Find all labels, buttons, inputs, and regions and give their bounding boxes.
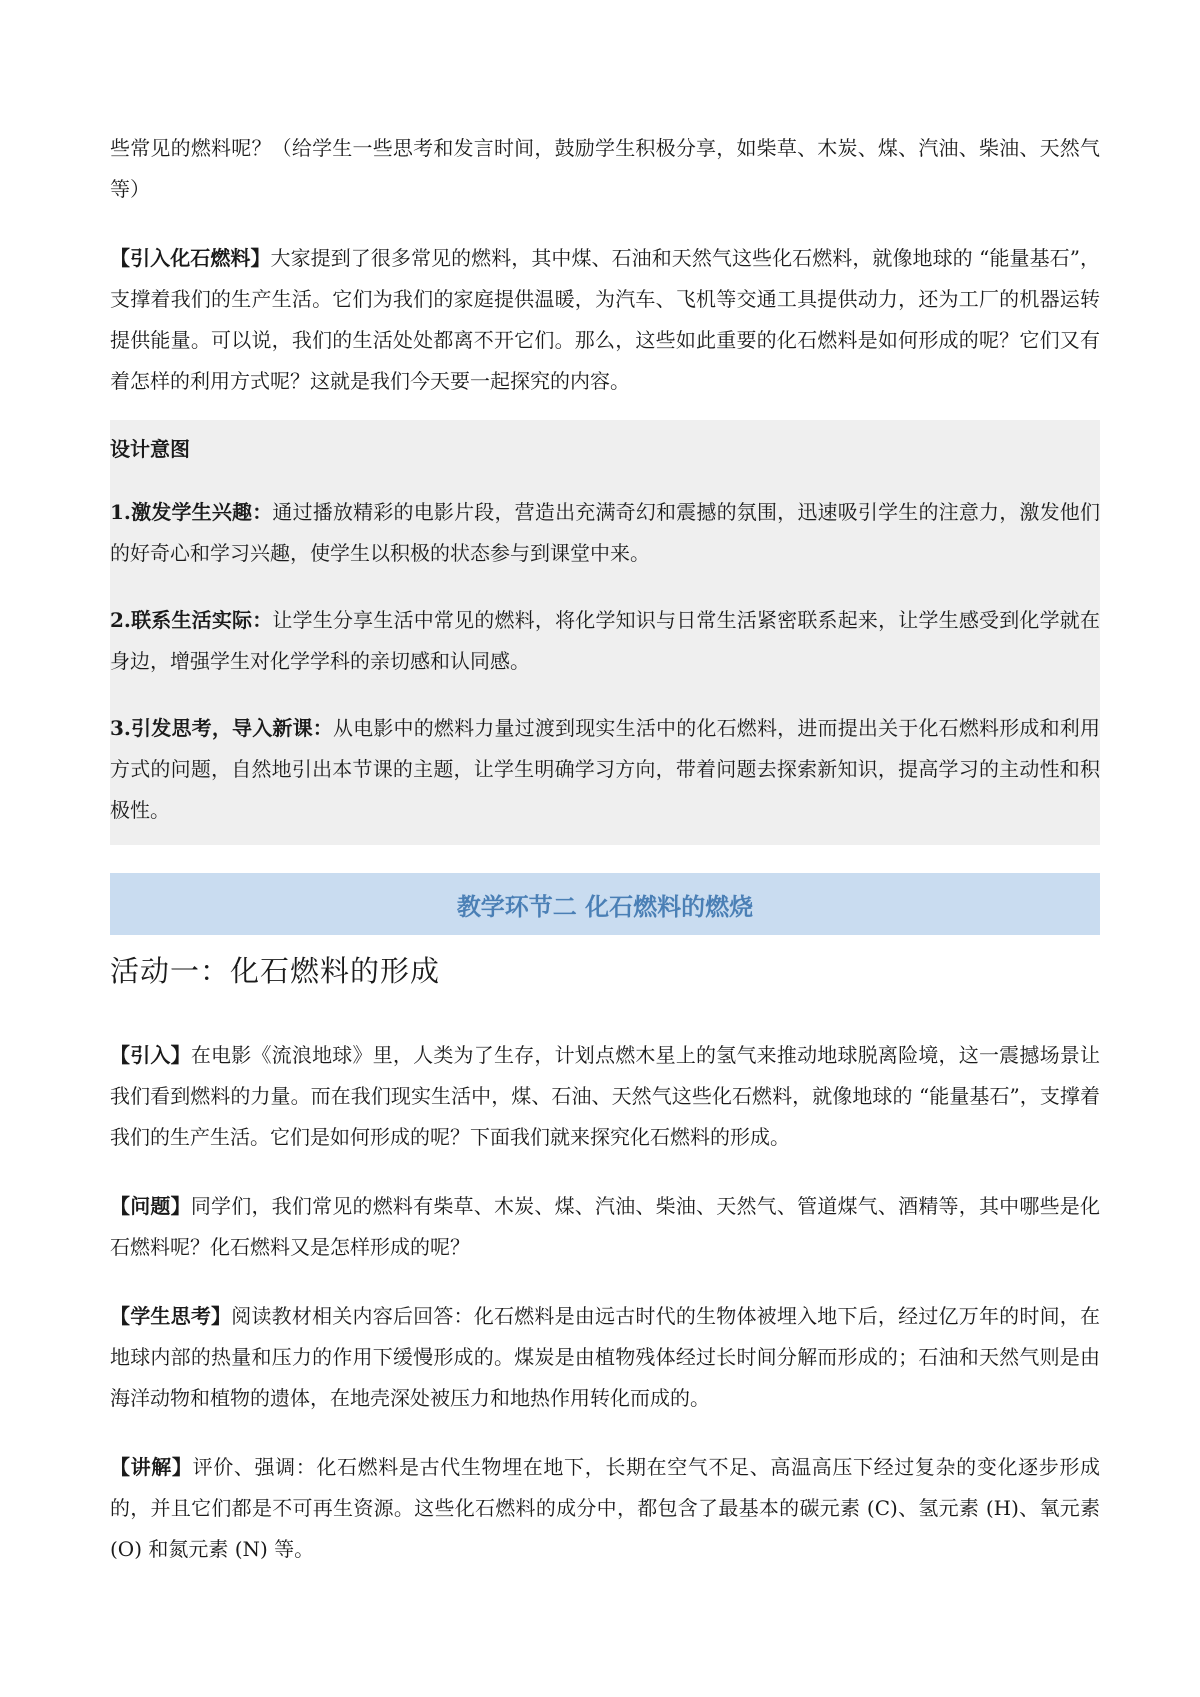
design-intent-item-1 <box>110 492 1100 574</box>
paragraph-explanation <box>110 1447 1100 1570</box>
intro-continuation-paragraph: 些常见的燃料呢？（给学生一些思考和发言时间，鼓励学生积极分享，如柴草、木炭、煤、汽油、柴油、天然气等） <box>110 136 1100 201</box>
design-intent-item-text: 让学生分享生活中常见的燃料，将化学知识与日常生活紧密联系起来，让学生感受到化学就在身边，增强学生对化学学科的亲切感和认同感。 <box>110 608 1100 673</box>
design-intent-item-text: 通过播放精彩的电影片段，营造出充满奇幻和震撼的氛围，迅速吸引学生的注意力，激发他们的好奇心和学习兴趣，使学生以积极的状态参与到课堂中来。 <box>110 500 1100 565</box>
activity-title: 活动一：化石燃料的形成 <box>110 954 441 988</box>
fossil-intro-text: 大家提到了很多常见的燃料，其中煤、石油和天然气这些化石燃料，就像地球的 “能量基石”，支撑着我们的生产生活。它们为我们的家庭提供温暖，为汽车、飞机等交通工具提供动力，还为工厂的机器运转提供能量。可以说，我们的生活处处都离不开它们。那么，这些如此重要的化石燃料是如何形成的呢？它们又有着怎样的利用方式呢？这就是我们今天要一起探究的内容。 <box>110 246 1100 393</box>
fossil-intro-paragraph <box>110 238 1100 402</box>
paragraph-text: 在电影《流浪地球》里，人类为了生存，计划点燃木星上的氢气来推动地球脱离险境，这一震撼场景让我们看到燃料的力量。而在我们现实生活中，煤、石油、天然气这些化石燃料，就像地球的 “能量基石”，支撑着我们的生产生活。它们是如何形成的呢？下面我们就来探究化石燃料的形成。 <box>110 1043 1101 1149</box>
paragraph-question <box>110 1186 1100 1268</box>
design-intent-item-label: 1.激发学生兴趣： <box>110 500 273 524</box>
section-banner: 教学环节二 化石燃料的燃烧 <box>110 873 1100 935</box>
paragraph-text: 同学们，我们常见的燃料有柴草、木炭、煤、汽油、柴油、天然气、管道煤气、酒精等，其中哪些是化石燃料呢？化石燃料又是怎样形成的呢？ <box>110 1194 1101 1259</box>
paragraph-tag: 【讲解】 <box>110 1455 193 1479</box>
design-intent-title: 设计意图 <box>110 437 190 461</box>
paragraph-text: 评价、强调：化石燃料是古代生物埋在地下，长期在空气不足、高温高压下经过复杂的变化逐步形成的，并且它们都是不可再生资源。这些化石燃料的成分中，都包含了最基本的碳元素 (C)、氢元素 (H)、氧元素 (O) 和氮元素 (N) 等。 <box>110 1455 1101 1561</box>
design-intent-item-3 <box>110 708 1100 831</box>
paragraph-text: 阅读教材相关内容后回答：化石燃料是由远古时代的生物体被埋入地下后，经过亿万年的时间，在地球内部的热量和压力的作用下缓慢形成的。煤炭是由植物残体经过长时间分解而形成的；石油和天然气则是由海洋动物和植物的遗体，在地壳深处被压力和地热作用转化而成的。 <box>110 1304 1100 1410</box>
design-intent-item-label: 3.引发思考，导入新课： <box>110 716 333 740</box>
design-intent-box <box>110 420 1100 845</box>
paragraph-tag: 【学生思考】 <box>110 1304 232 1328</box>
design-intent-item-text: 从电影中的燃料力量过渡到现实生活中的化石燃料，进而提出关于化石燃料形成和利用方式的问题，自然地引出本节课的主题，让学生明确学习方向，带着问题去探索新知识，提高学习的主动性和积极性。 <box>110 716 1100 822</box>
paragraph-tag: 【引入】 <box>110 1043 191 1067</box>
paragraph-student-thinking <box>110 1296 1100 1419</box>
paragraph-tag: 【问题】 <box>110 1194 191 1218</box>
design-intent-item-label: 2.联系生活实际： <box>110 608 273 632</box>
document-body <box>110 128 1100 1570</box>
design-intent-item-2 <box>110 600 1100 682</box>
paragraph-intro <box>110 1035 1100 1158</box>
fossil-intro-tag: 【引入化石燃料】 <box>110 246 271 270</box>
